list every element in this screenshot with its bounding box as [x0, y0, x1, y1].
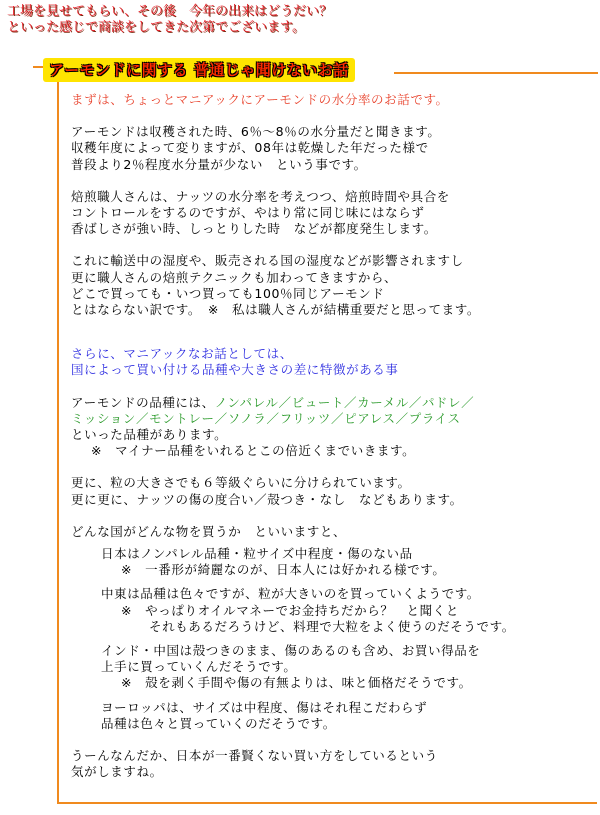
text-line: 香ばしさが強い時、しっとりした時 などが都度発生します。	[71, 221, 437, 237]
text-line: とはならない訳です。 ※ 私は職人さんが結構重要だと思ってます。	[71, 302, 480, 318]
text-line: 更に更に、ナッツの傷の度合い／殻つき・なし などもあります。	[71, 491, 463, 507]
note-line: ※ 一番形が綺麗なのが、日本人には好かれる様です。	[121, 562, 446, 578]
country-europe: 品種は色々と買っていくのだそうです。	[101, 715, 336, 731]
heading-varieties: さらに、マニアックなお話としては、	[71, 346, 293, 362]
text-line: 普段より2％程度水分量が少ない という事です。	[71, 156, 367, 172]
text-line: 更に、粒の大きさでも６等級ぐらいに分けられています。	[71, 475, 411, 491]
text-line: といった品種があります。	[71, 427, 228, 443]
country-india-china: 上手に買っていくんだそうです。	[101, 659, 297, 675]
intro-line: 工場を見せてもらい、その後 今年の出来はどうだい？	[7, 4, 333, 19]
note-line: ※ 殻を剥く手間や傷の有無よりは、味と価格だそうです。	[121, 675, 472, 691]
heading-varieties: 国によって買い付ける品種や大きさの差に特徴がある事	[71, 362, 399, 378]
varieties-line	[71, 395, 591, 411]
varieties-list: ミッション／モントレー／ソノラ／フリッツ／ピアレス／プライス	[71, 410, 461, 426]
varieties-prefix: アーモンドの品種には、	[71, 394, 215, 410]
text-line: どんな国がどんな物を買うか といいますと、	[71, 523, 347, 539]
text-line: コントロールをするのですが、やはり常に同じ味にはならず	[71, 205, 425, 221]
closing-line: 気がしますね。	[71, 764, 163, 780]
section-title	[33, 56, 394, 88]
intro-line: といった感じで商談をしてきた次第でございます。	[7, 20, 305, 35]
note-line: ※ やっぱりオイルマネーでお金持ちだから？ と聞くと	[121, 602, 459, 618]
heading-moisture: まずは、ちょっとマニアックにアーモンドの水分率のお話です。	[71, 92, 449, 107]
text-line: 収穫年度によって変りますが、08年は乾燥した年だった様で	[71, 140, 429, 156]
country-japan: 日本はノンパレル品種・粒サイズ中程度・傷のない品	[101, 546, 413, 562]
country-europe: ヨーロッパは、サイズは中程度、傷はそれ程こだわらず	[101, 699, 428, 715]
closing-line: うーんなんだか、日本が一番賢くない買い方をしているという	[71, 748, 438, 764]
text-line: 焙煎職人さんは、ナッツの水分率を考えつつ、焙煎時間や具合を	[71, 188, 450, 204]
text-line: 更に職人さんの焙煎テクニックも加わってきますから、	[71, 269, 398, 285]
panel-top-border	[394, 72, 598, 74]
article-body	[71, 92, 591, 781]
intro-text	[7, 4, 427, 36]
note-line: ※ マイナー品種をいれるとこの倍近くまでいきます。	[91, 443, 416, 459]
note-line: それもあるだろうけど、料理で大粒をよく使うのだそうです。	[149, 618, 515, 634]
text-line: どこで買っても・いつ買っても100％同じアーモンド	[71, 285, 385, 301]
country-mideast: 中東は品種は色々ですが、粒が大きいのを買っていくようです。	[101, 586, 480, 602]
text-line: アーモンドは収穫された時、6％～8％の水分量だと聞きます。	[71, 124, 441, 140]
country-india-china: インド・中国は殻つきのまま、傷のあるのも含め、お買い得品を	[101, 643, 481, 659]
varieties-list: ノンパレル／ビュート／カーメル／パドレ／	[214, 394, 475, 410]
section-title-text: アーモンドに関する 普通じゃ聞けないお話	[43, 58, 355, 82]
text-line: これに輸送中の湿度や、販売される国の湿度などが影響されますし	[71, 253, 464, 269]
